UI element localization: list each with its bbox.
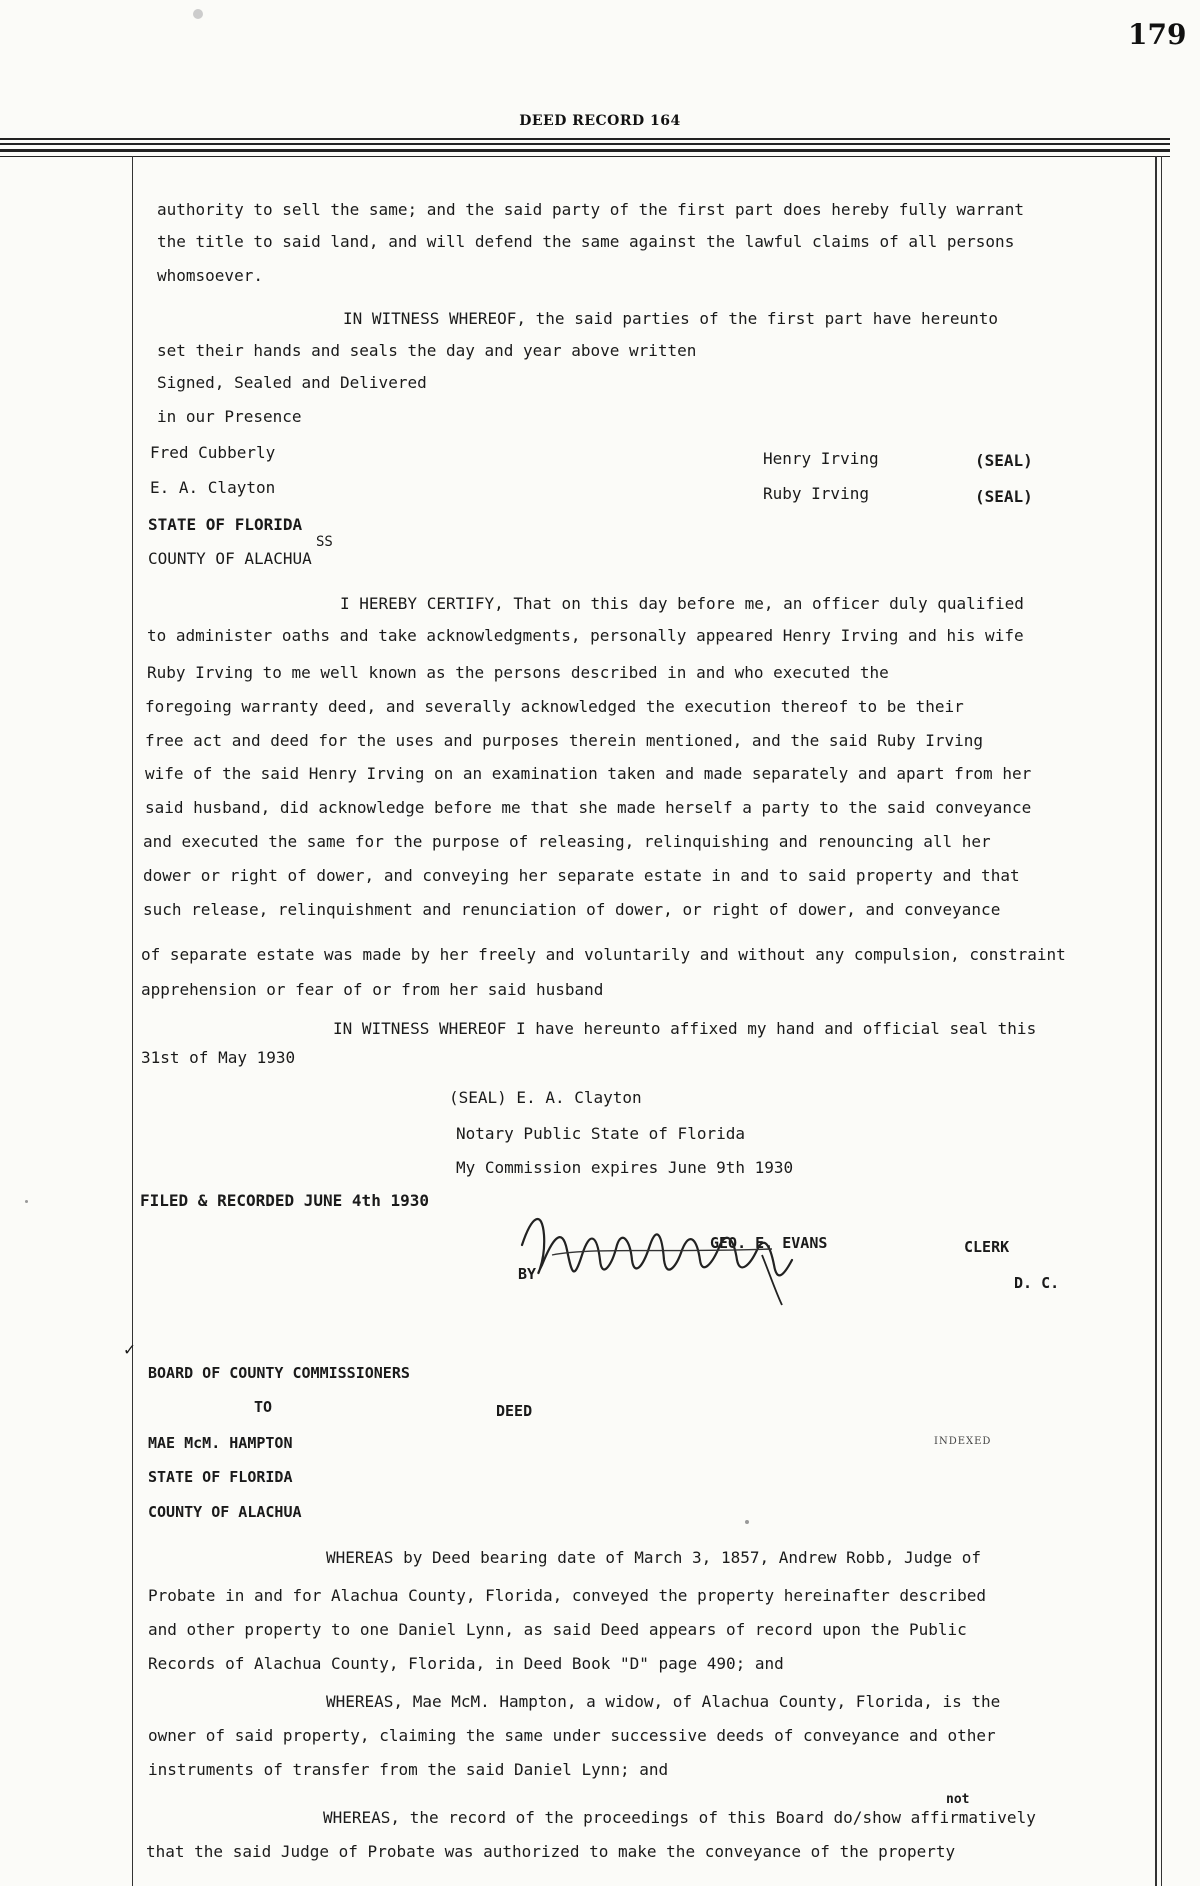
header-rule-1 xyxy=(0,138,1170,140)
certificate-text-line: Ruby Irving to me well known as the persons described in and who executed the xyxy=(147,663,889,682)
right-margin-line xyxy=(1155,156,1157,1886)
venue-ss: SS xyxy=(316,534,333,550)
recital-line: WHEREAS, Mae McM. Hampton, a widow, of Alachua County, Florida, is the xyxy=(326,1692,1001,1711)
notary-name: (SEAL) E. A. Clayton xyxy=(449,1088,642,1107)
witness-clause-cont: set their hands and seals the day and year above written xyxy=(157,341,697,360)
recital-line: Probate in and for Alachua County, Florida, conveyed the property hereinafter described xyxy=(148,1586,987,1605)
header-rule-3 xyxy=(0,149,1170,152)
right-margin-line-2 xyxy=(1161,156,1162,1886)
deed-text-line: whomsoever. xyxy=(157,266,263,285)
deed-grantor: BOARD OF COUNTY COMMISSIONERS xyxy=(148,1364,410,1382)
punch-hole-mark xyxy=(193,9,203,19)
notary-commission: My Commission expires June 9th 1930 xyxy=(456,1158,794,1177)
interlinear-insertion: not xyxy=(946,1792,970,1807)
record-book-title: DEED RECORD 164 xyxy=(519,113,681,129)
grantor-signature: Ruby Irving xyxy=(763,484,869,503)
venue-county: COUNTY OF ALACHUA xyxy=(148,549,312,568)
certificate-text-line: dower or right of dower, and conveying her separate estate in and to said property and that xyxy=(143,866,1020,885)
deed-grantee: MAE McM. HAMPTON xyxy=(148,1434,293,1452)
deed2-venue-state: STATE OF FLORIDA xyxy=(148,1468,293,1486)
notary-title: Notary Public State of Florida xyxy=(456,1124,745,1143)
witness-name: Fred Cubberly xyxy=(150,443,276,462)
by-label: BY xyxy=(518,1265,537,1283)
recital-line: instruments of transfer from the said Daniel Lynn; and xyxy=(148,1760,669,1779)
recital-line: Records of Alachua County, Florida, in Deed Book "D" page 490; and xyxy=(148,1654,784,1673)
clerk-title: CLERK xyxy=(964,1238,1010,1256)
recital-line: that the said Judge of Probate was authorized to make the conveyance of the property xyxy=(146,1842,956,1861)
certificate-text-line: to administer oaths and take acknowledgments, personally appeared Henry Irving and his wife xyxy=(147,626,1024,645)
deputy-clerk-signature xyxy=(512,1205,832,1315)
grantor-signature: Henry Irving xyxy=(763,449,879,468)
header-rule-2 xyxy=(0,143,1170,145)
signed-sealed-line: Signed, Sealed and Delivered xyxy=(157,373,427,392)
clerk-name: GEO. E. EVANS xyxy=(710,1234,828,1252)
certificate-date: 31st of May 1930 xyxy=(141,1048,296,1067)
certificate-text-line: I HEREBY CERTIFY, That on this day before me, an officer duly qualified xyxy=(340,594,1024,613)
seal-label: (SEAL) xyxy=(975,451,1033,470)
header-rule-4 xyxy=(0,156,1170,157)
page-number: 179 xyxy=(1128,18,1187,51)
recital-line: WHEREAS, the record of the proceedings of this Board do/show affirmatively xyxy=(323,1808,1036,1827)
seal-label: (SEAL) xyxy=(975,487,1033,506)
notary-witness-clause: IN WITNESS WHEREOF I have hereunto affixed my hand and official seal this xyxy=(333,1019,1037,1038)
deputy-clerk-label: D. C. xyxy=(1014,1274,1060,1292)
recital-line: owner of said property, claiming the same under successive deeds of conveyance and other xyxy=(148,1726,996,1745)
recital-line: and other property to one Daniel Lynn, as said Deed appears of record upon the Public xyxy=(148,1620,967,1639)
witness-clause: IN WITNESS WHEREOF, the said parties of the first part have hereunto xyxy=(343,309,999,328)
indexed-stamp: INDEXED xyxy=(934,1436,992,1447)
ink-speck xyxy=(745,1520,749,1524)
recital-line: WHEREAS by Deed bearing date of March 3, 1857, Andrew Robb, Judge of xyxy=(326,1548,982,1567)
certificate-text-line: wife of the said Henry Irving on an examination taken and made separately and apart from her xyxy=(145,764,1032,783)
certificate-text-line: apprehension or fear of or from her said husband xyxy=(141,980,604,999)
certificate-text-line: and executed the same for the purpose of releasing, relinquishing and renouncing all her xyxy=(143,832,991,851)
witness-name: E. A. Clayton xyxy=(150,478,276,497)
certificate-text-line: said husband, did acknowledge before me that she made herself a party to the said conveyance xyxy=(145,798,1032,817)
presence-line: in our Presence xyxy=(157,407,302,426)
venue-state: STATE OF FLORIDA xyxy=(148,515,303,534)
filed-recorded-line: FILED & RECORDED JUNE 4th 1930 xyxy=(140,1191,429,1210)
deed-type: DEED xyxy=(496,1402,533,1420)
certificate-text-line: free act and deed for the uses and purposes therein mentioned, and the said Ruby Irving xyxy=(145,731,984,750)
certificate-text-line: foregoing warranty deed, and severally acknowledged the execution thereof to be their xyxy=(145,697,964,716)
left-margin-line xyxy=(132,156,133,1886)
deed-text-line: authority to sell the same; and the said party of the first part does hereby fully warrant xyxy=(157,200,1024,219)
margin-mark: ✓ xyxy=(124,1339,135,1360)
deed-to: TO xyxy=(254,1398,273,1416)
certificate-text-line: such release, relinquishment and renunciation of dower, or right of dower, and conveyance xyxy=(143,900,1001,919)
ink-speck xyxy=(25,1200,28,1203)
deed2-venue-county: COUNTY OF ALACHUA xyxy=(148,1503,302,1521)
certificate-text-line: of separate estate was made by her freely and voluntarily and without any compulsion, constraint xyxy=(141,945,1066,964)
deed-text-line: the title to said land, and will defend the same against the lawful claims of all persons xyxy=(157,232,1015,251)
